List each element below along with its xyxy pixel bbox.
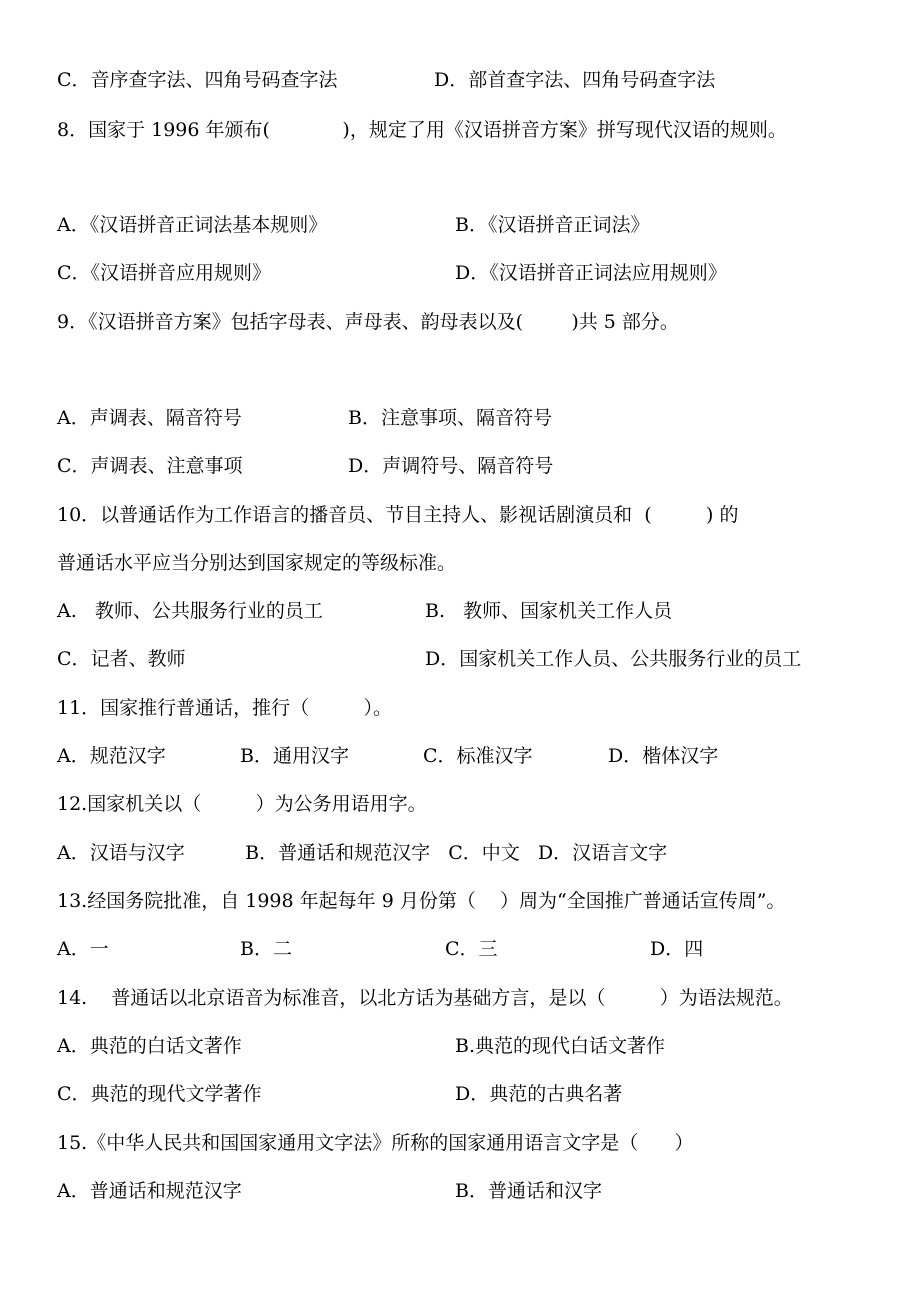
text-line: 13.经国务院批准，自 1998 年起每年 9 月份第（ ）周为“全国推广普通话宣传周”。 (57, 890, 786, 912)
answer-option: B．注意事项、隔音符号 (348, 407, 552, 429)
answer-option: B．二 (240, 938, 292, 960)
answer-option: B.典范的现代白话文著作 (455, 1035, 666, 1057)
text-line: 普通话水平应当分别达到国家规定的等级标准。 (57, 552, 457, 574)
answer-option: A．一 (57, 938, 109, 960)
answer-option: C．音序查字法、四角号码查字法 (57, 69, 338, 91)
text-line: 10．以普通话作为工作语言的播音员、节目主持人、影视话剧演员和 ( ) 的 (57, 504, 739, 526)
answer-option: C．《汉语拼音应用规则》 (57, 262, 272, 284)
answer-option: C．标准汉字 (423, 745, 533, 767)
answer-option: C．声调表、注意事项 (57, 455, 243, 477)
text-line: 15.《中华人民共和国国家通用文字法》所称的国家通用语言文字是（ ） (57, 1132, 694, 1154)
answer-option: A．规范汉字 (57, 745, 166, 767)
answer-option: B. 教师、国家机关工作人员 (425, 600, 673, 622)
answer-option: C．记者、教师 (57, 648, 186, 670)
text-line: 8．国家于 1996 年颁布( )，规定了用《汉语拼音方案》拼写现代汉语的规则。 (57, 119, 787, 141)
answer-option: D．典范的古典名著 (455, 1083, 623, 1105)
answer-option: D．四 (650, 938, 704, 960)
answer-option: D．声调符号、隔音符号 (348, 455, 554, 477)
answer-option: A．声调表、隔音符号 (57, 407, 242, 429)
answer-option: B．通用汉字 (240, 745, 349, 767)
answer-option: A．《汉语拼音正词法基本规则》 (57, 214, 328, 236)
text-line: 12.国家机关以（ ）为公务用语用字。 (57, 793, 427, 815)
answer-option: A．普通话和规范汉字 (57, 1180, 242, 1202)
answer-option: A．典范的白话文著作 (57, 1035, 242, 1057)
text-line: 14. 普通话以北京语音为标准音，以北方话为基础方言，是以（ ）为语法规范。 (57, 987, 793, 1009)
text-line: 9．《汉语拼音方案》包括字母表、声母表、韵母表以及( )共 5 部分。 (57, 311, 679, 333)
answer-option: D．楷体汉字 (608, 745, 719, 767)
answer-option: B．《汉语拼音正词法》 (455, 214, 650, 236)
answer-option: D．部首查字法、四角号码查字法 (434, 69, 716, 91)
answer-option: C．典范的现代文学著作 (57, 1083, 262, 1105)
answer-option: C．三 (445, 938, 498, 960)
answer-option: D．国家机关工作人员、公共服务行业的员工 (425, 648, 802, 670)
answer-option: A. 教师、公共服务行业的员工 (57, 600, 323, 622)
text-line: 11．国家推行普通话，推行（ ）。 (57, 697, 393, 719)
answer-option: B．普通话和汉字 (455, 1180, 602, 1202)
text-line: A．汉语与汉字 B．普通话和规范汉字 C．中文 D．汉语言文字 (57, 842, 668, 864)
answer-option: D．《汉语拼音正词法应用规则》 (455, 262, 727, 284)
